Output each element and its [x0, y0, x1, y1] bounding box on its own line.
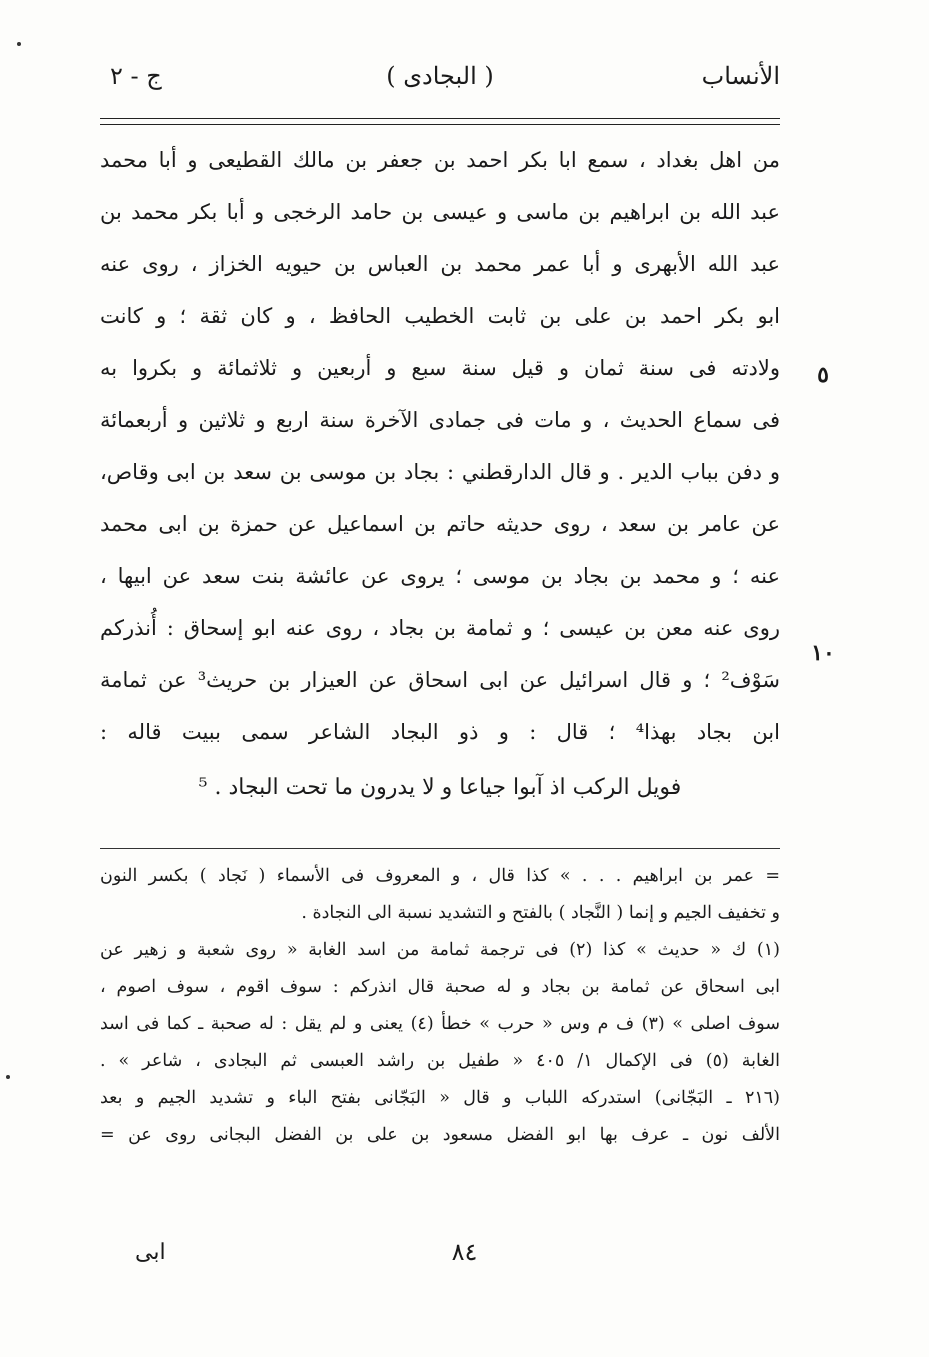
text-line: من اهل بغداد ، سمع ابا بكر احمد بن جعفر بن مالك القطيعى و أبا محمد — [100, 148, 780, 172]
header-volume: ج - ٢ — [110, 62, 162, 90]
footnote-line: ابى اسحاق عن ثمامة بن بجاد و له صحبة قال انذركم : سوف اقوم ، سوف اصوم ، — [100, 977, 780, 997]
main-text — [100, 134, 780, 814]
header-rule — [100, 118, 780, 119]
text-line: سَوْف² ؛ و قال اسرائيل عن ابى اسحاق عن العيزار بن حريث³ عن ثمامة — [100, 668, 780, 692]
footnote-line: = عمر بن ابراهيم . . . » كذا قال ، و المعروف فى الأسماء ( نَجاد ) بكسر النون — [100, 866, 780, 886]
line-number-marker: ٥ — [817, 362, 829, 388]
footnote-line: و تخفيف الجيم و إنما ( النَّجاد ) بالفتح و التشديد نسبة الى النجادة . — [301, 903, 780, 923]
footnote-line: الغابة (٥) فى الإكمال ١/ ٤٠٥ « طفيل بن راشد العبسى ثم البجادى ، شاعر » . — [100, 1051, 780, 1071]
text-line: ابو بكر احمد بن على بن ثابت الخطيب الحافظ ، و كان ثقة ؛ و كانت — [100, 304, 780, 328]
footnote-rule — [100, 848, 780, 849]
footnote-line: (٢١٦ ـ البَجّانى) استدركه اللباب و قال « البَجّانى بفتح الباء و تشديد الجيم و بعد — [100, 1088, 780, 1108]
text-line: عن عامر بن سعد ، روى حديثه حاتم بن اسماعيل عن حمزة بن ابى محمد — [100, 512, 780, 536]
footnote-line: سوف اصلى » (٣) ف م وس « حرب » خطأ (٤) يعنى و لم يقل : له صحبة ـ كما فى اسد — [100, 1014, 780, 1034]
text-line: و دفن بباب الدير . و قال الدارقطني : بجاد بن موسى بن سعد بن ابى وقاص، — [100, 460, 780, 484]
text-line: روى عنه معن بن عيسى ؛ و ثمامة بن بجاد ، روى عنه ابو إسحاق : أُنذركم — [100, 616, 780, 640]
page-number: ٨٤ — [451, 1238, 478, 1266]
header-entry-name: ( البجادى ) — [386, 62, 494, 90]
header-rule — [100, 124, 780, 125]
line-number-marker: ١٠ — [811, 640, 835, 666]
text-line: عنه ؛ و محمد بن بجاد بن موسى ؛ يروى عن عائشة بنت سعد عن ابيها ، — [100, 564, 780, 588]
scan-speck — [6, 1075, 10, 1079]
scan-speck — [17, 42, 21, 46]
running-header — [100, 62, 780, 102]
text-line: ابن بجاد بهذا⁴ ؛ قال : و ذو البجاد الشاعر سمى ببيت قاله : — [100, 720, 780, 744]
verse-line: فويل الركب اذ آبوا جياعا و لا يدرون ما تحت البجاد . ⁵ — [198, 775, 682, 800]
footnote-line: الألف نون ـ عرف بها ابو الفضل مسعود بن على بن الفضل البجانى روى عن = — [100, 1125, 780, 1145]
text-line: فى سماع الحديث ، و مات فى جمادى الآخرة سنة اربع و ثلاثين و أربعمائة — [100, 408, 780, 432]
text-line: ولادته فى سنة ثمان و قيل سنة سبع و أربعين و ثلاثمائة و بكروا به — [100, 356, 780, 380]
footnotes — [100, 858, 780, 1154]
header-book-title: الأنساب — [701, 62, 780, 90]
catchword: ابى — [135, 1240, 166, 1265]
text-line: عبد الله بن ابراهيم بن ماسى و عيسى بن حامد الرخجى و أبا بكر محمد بن — [100, 200, 780, 224]
footnote-line: (١) ك « حديث » كذا (٢) فى ترجمة ثمامة من اسد الغابة « روى شعبة و زهير عن — [100, 940, 780, 960]
text-line: عبد الله الأبهرى و أبا عمر محمد بن العباس بن حيويه الخزاز ، روى عنه — [100, 252, 780, 276]
